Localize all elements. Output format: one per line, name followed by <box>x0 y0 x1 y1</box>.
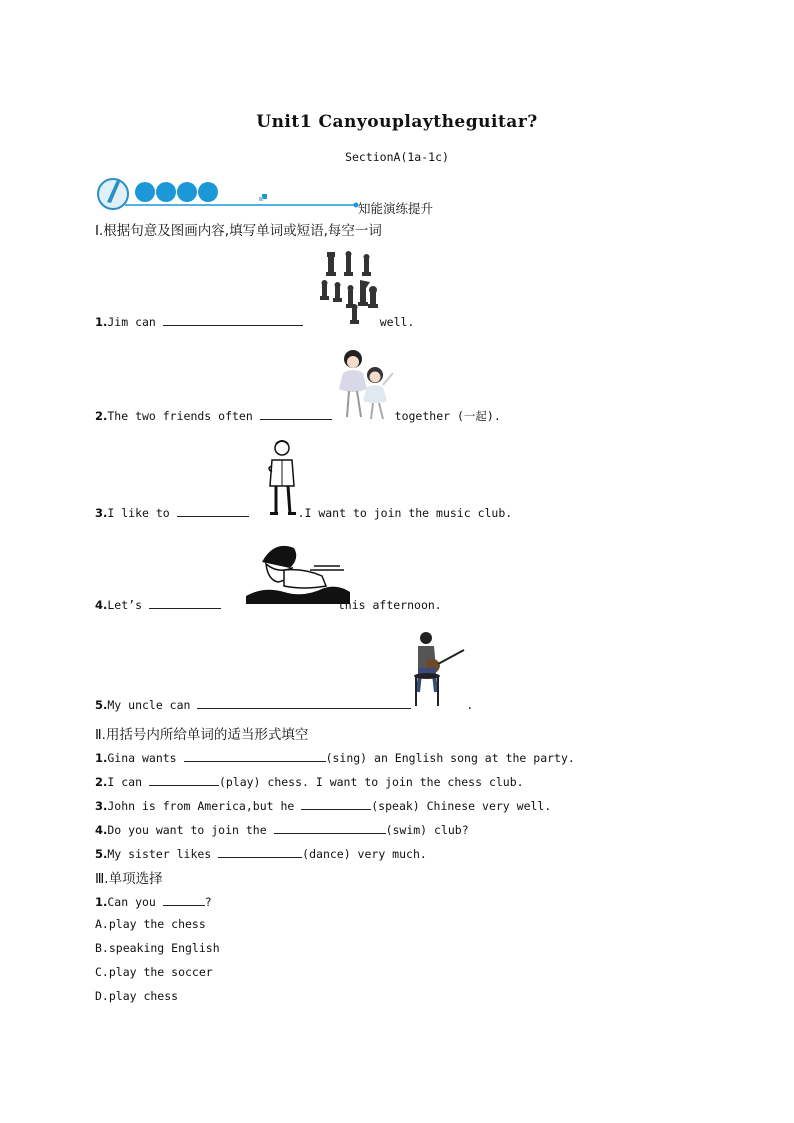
option-a[interactable]: A.play the chess <box>95 917 206 931</box>
item-text: I like to <box>107 506 170 520</box>
section-3-heading: Ⅲ.单项选择 <box>95 871 163 887</box>
answer-blank[interactable] <box>218 845 302 858</box>
item-number: 3. <box>95 799 108 813</box>
item-text: Gina wants <box>107 751 177 765</box>
section-1-heading: Ⅰ.根据句意及图画内容,填写单词或短语,每空一词 <box>95 223 382 239</box>
answer-blank[interactable] <box>163 893 205 906</box>
item-text: .I want to join the music club. <box>297 506 513 520</box>
item-text: I can <box>107 775 142 789</box>
option-d[interactable]: D.play chess <box>95 989 179 1003</box>
item-text: (speak) Chinese very well. <box>371 799 552 813</box>
item-text: this afternoon. <box>337 598 442 612</box>
answer-blank[interactable] <box>163 313 303 326</box>
s1-item-3 <box>95 504 512 520</box>
item-number: 4. <box>95 598 108 612</box>
item-number: 2. <box>95 775 108 789</box>
item-text: Can you <box>107 895 156 909</box>
item-number: 3. <box>95 506 108 520</box>
item-text: (play) chess. I want to join the chess club. <box>218 775 524 789</box>
item-text: (swim) club? <box>385 823 469 837</box>
item-text: (dance) very much. <box>302 847 427 861</box>
s1-item-1 <box>95 313 414 329</box>
option-c[interactable]: C.play the soccer <box>95 965 213 979</box>
item-text: My sister likes <box>107 847 212 861</box>
answer-blank[interactable] <box>149 596 221 609</box>
item-number: 5. <box>95 698 108 712</box>
item-text: My uncle can <box>107 698 191 712</box>
s2-item-4 <box>95 821 469 837</box>
item-number: 1. <box>95 315 108 329</box>
item-number: 4. <box>95 823 108 837</box>
item-text: Do you want to join the <box>107 823 267 837</box>
s2-item-2 <box>95 773 524 789</box>
answer-blank[interactable] <box>274 821 386 834</box>
option-b[interactable]: B.speaking English <box>95 941 220 955</box>
item-text: Jim can <box>107 315 156 329</box>
page-subtitle: SectionA(1a-1c) <box>345 150 449 164</box>
item-number: 2. <box>95 409 108 423</box>
answer-blank[interactable] <box>197 696 411 709</box>
answer-blank[interactable] <box>177 504 249 517</box>
item-text: John is from America,but he <box>107 799 295 813</box>
s1-item-2 <box>95 407 501 424</box>
s3-question-1 <box>95 893 212 909</box>
item-text: Let’s <box>107 598 142 612</box>
answer-blank[interactable] <box>184 749 326 762</box>
item-text: ? <box>204 895 212 909</box>
item-text: together (一起). <box>394 409 501 423</box>
s2-item-1 <box>95 749 575 765</box>
s1-item-5 <box>95 696 473 712</box>
item-number: 1. <box>95 751 108 765</box>
item-number: 5. <box>95 847 108 861</box>
item-text: well. <box>379 315 415 329</box>
item-text: . <box>466 698 474 712</box>
s2-item-5 <box>95 845 427 861</box>
s1-item-4 <box>95 596 442 612</box>
item-text: The two friends often <box>107 409 253 423</box>
item-text: (sing) an English song at the party. <box>325 751 575 765</box>
answer-blank[interactable] <box>149 773 219 786</box>
answer-blank[interactable] <box>301 797 371 810</box>
s2-item-3 <box>95 797 551 813</box>
item-number: 1. <box>95 895 108 909</box>
section-2-heading: Ⅱ.用括号内所给单词的适当形式填空 <box>95 727 309 743</box>
page-title: Unit1 Canyouplaytheguitar? <box>256 112 538 132</box>
banner-label: 知能演练提升 <box>358 201 434 216</box>
answer-blank[interactable] <box>260 407 332 420</box>
